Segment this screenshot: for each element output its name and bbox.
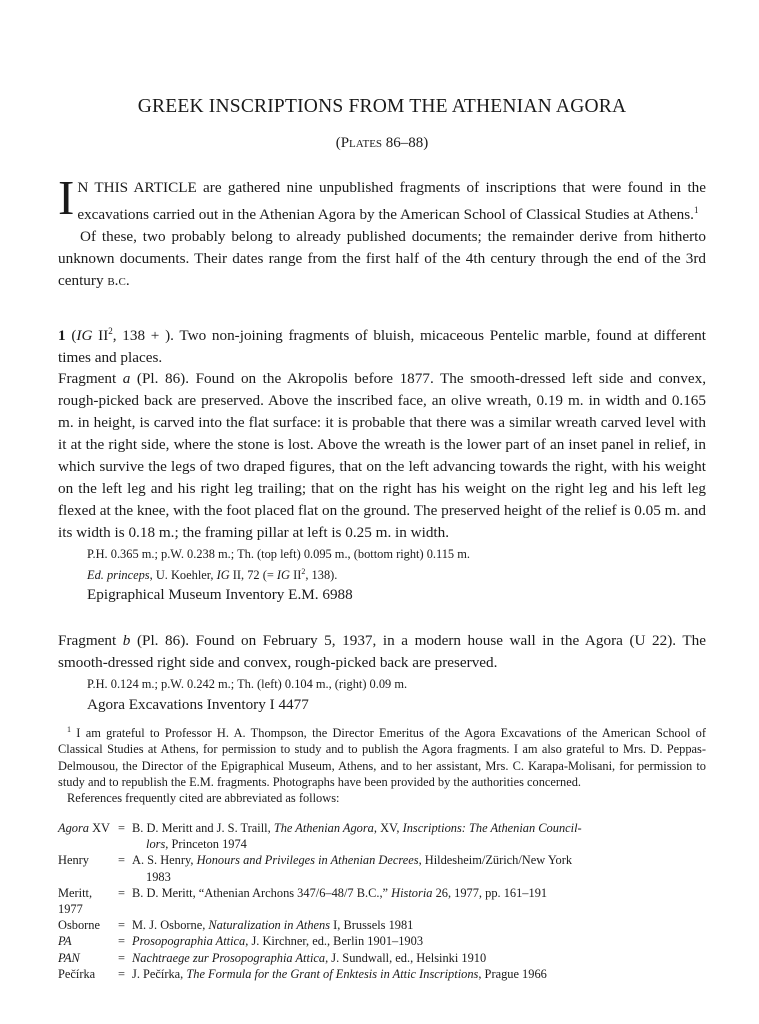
fragment-b-section [58,630,706,715]
reference-value [132,852,706,884]
article-title: GREEK INSCRIPTIONS FROM THE ATHENIAN AGORA [137,96,627,117]
reference-title: Naturalization in Athens [208,918,331,933]
entry-number: 1 [58,327,66,345]
ed-a: , U. Koehler, [149,568,217,583]
plates-open: ( [335,135,341,151]
reference-title: Prosopographia Attica [132,934,246,949]
reference-author: B. D. Meritt, “Athenian Archons 347/6–48/7 B.C.,” [132,885,392,900]
reference-value [132,933,706,949]
reference-author: A. S. Henry, [132,853,197,868]
reference-value [132,820,706,852]
reference-cont-roman: , Princeton 1974 [165,837,247,852]
reference-title: Nachtraege zur Prosopographia Attica [132,950,326,965]
reference-value [132,966,706,982]
reference-equals: = [118,966,125,981]
fragment-a-editio [58,563,706,584]
reference-row [58,950,706,966]
reference-key [58,917,118,933]
fragment-b-paragraph [58,630,706,674]
intro-text: N THIS ARTICLE are gathered nine unpublished fragments of inscriptions that were found in the excavations carried out in the Athenian Agora by the American School of Classical Studies at Athens. [77,179,706,224]
references-intro: References frequently cited are abbreviated as follows: [67,790,340,805]
reference-details: I, Brussels 1981 [330,918,414,933]
reference-title: The Formula for the Grant of Enktesis in Attic Inscriptions [186,966,479,981]
ed-ig-2: IG [276,568,290,583]
reference-key [58,885,118,917]
fragment-a-text: (Pl. 86). Found on the Akropolis before 1877. The smooth-dressed left side and convex, rough-picked back are preserved. Above the inscribed face, an olive wreath, 0.19 m. in width and 0.165 m. in height, is carved into the flat surface: it is probable that there was a similar wreath carved level with it at the right side, where the stone is lost. Above the wreath is the lower part of an inset panel in relief, in which survive the legs of two draped figures, that on the left advancing towards the right, with his weight on the left leg and his right leg trailing; that on the right has his weight on the right leg and his left leg flexed at the knee, with the foot placed flat on the ground. The preserved height of the relief is 0.05 m. and its width is 0.18 m.; the framing pillar at left is 0.25 m. in width. [58,370,706,541]
reference-key-italic: PA [58,934,72,949]
fragment-b-lead: Fragment [58,632,123,649]
reference-row [58,917,706,933]
fragment-a-section [58,368,706,605]
intro-paragraph-1 [58,170,706,226]
reference-title-2: Inscriptions: The Athenian Council- [402,821,582,835]
drop-cap: I [58,170,75,225]
reference-row [58,820,706,852]
footnote-mark: 1 [67,725,71,734]
reference-row [58,852,706,884]
reference-author: B. D. Meritt and J. S. Traill, [132,821,274,835]
reference-details: 26, 1977, pp. 161–191 [432,885,548,900]
ed-d: , 138). [305,568,338,583]
reference-equals: = [118,885,125,900]
reference-key [58,933,118,949]
reference-key [58,950,118,966]
fragment-b-text: (Pl. 86). Found on February 5, 1937, in a modern house wall in the Agora (U 22). The smooth-dressed right side and convex, rough-picked back are preserved. [58,632,706,671]
ed-princeps-label: Ed. princeps [87,568,150,583]
reference-author: J. Pečírka, [132,966,187,981]
reference-row [58,966,706,982]
fragment-a-paragraph [58,368,706,544]
reference-key-italic: Agora [58,821,89,835]
reference-details: , Prague 1966 [478,966,547,981]
entry-ig: IG [76,327,93,345]
ed-c: II [290,568,302,583]
reference-value [132,917,706,933]
fragment-b-letter: b [122,632,131,649]
reference-key-roman: Osborne [58,918,100,933]
reference-key-roman: Meritt, 1977 [58,885,93,917]
reference-key [58,966,118,982]
reference-details: , XV, [373,821,403,835]
reference-continuation [132,869,706,885]
fragment-letter: a [122,370,131,387]
intro-paragraph-2 [58,226,706,292]
reference-cont-italic: lors [146,837,166,852]
reference-key-italic: PAN [58,950,80,965]
entry-1-paragraph [58,320,706,369]
reference-equals: = [118,950,125,965]
footnote-1 [58,722,706,790]
reference-key-roman: Henry [58,853,89,868]
reference-title: Historia [391,885,433,900]
reference-details: , J. Sundwall, ed., Helsinki 1910 [325,950,487,965]
reference-continuation [132,836,706,852]
reference-cont-roman: 1983 [146,869,171,884]
intro-section [58,170,706,292]
plates-numbers: 86–88) [382,135,429,151]
entry-ig-sup: 2 [108,326,113,336]
reference-details: , Hildesheim/Zürich/New York [418,853,573,868]
reference-equals: = [118,821,125,835]
fragment-lead: Fragment [58,370,123,387]
reference-equals: = [118,934,125,949]
footnote-section [58,722,706,806]
plates-reference [58,135,706,152]
reference-details: , J. Kirchner, ed., Berlin 1901–1903 [245,934,424,949]
entry-ig-open: ( [65,327,77,345]
reference-author: M. J. Osborne, [132,918,209,933]
reference-key [58,852,118,884]
reference-title: The Athenian Agora [273,821,374,835]
ed-ig-1: IG [216,568,230,583]
entry-description: , 138 + ). Two non-joining fragments of bluish, micaceous Pentelic marble, found at different times and places. [58,327,706,367]
era-abbrev: b.c. [107,272,130,290]
reference-value [132,885,706,917]
plates-word: Plates [340,135,383,151]
reference-key-roman: Pečírka [58,966,96,981]
references-list [58,820,706,982]
intro-text-2: Of these, two probably belong to already published documents; the remainder derive from hitherto unknown documents. Their dates range from the first half of the 4th century through the end of the 3rd century [58,228,706,290]
fragment-b-inventory: Agora Excavations Inventory I 4477 [87,696,309,713]
reference-equals: = [118,918,125,933]
footnote-marker: 1 [693,205,699,215]
reference-key [58,820,118,852]
ed-sup: 2 [301,567,306,576]
reference-key-roman: XV [88,821,110,835]
entry-1-heading [58,320,706,369]
reference-row [58,933,706,949]
fragment-b-dimensions: P.H. 0.124 m.; p.W. 0.242 m.; Th. (left) 0.104 m., (right) 0.09 m. [87,677,408,691]
fragment-a-dimensions: P.H. 0.365 m.; p.W. 0.238 m.; Th. (top left) 0.095 m., (bottom right) 0.115 m. [87,547,470,561]
entry-ig-rest: II [92,327,109,345]
reference-title: Honours and Privileges in Athenian Decrees [196,853,419,868]
fragment-a-inventory: Epigraphical Museum Inventory E.M. 6988 [87,586,353,604]
reference-row [58,885,706,917]
footnote-text: I am grateful to Professor H. A. Thompson, the Director Emeritus of the Agora Excavations of the American School of Classical Studies at Athens, for permission to study and to publish the Agora fragments. I am also grateful to Mrs. D. Peppas-Delmousou, the Director of the Epigraphical Museum, Athens, and to her assistant, Mrs. C. Karapa-Molisani, for permission to study and to republish the E.M. fragments. Photographs have been provided by the authorities concerned. [58,726,706,789]
ed-b: II, 72 (= [229,568,277,583]
reference-value [132,950,706,966]
reference-equals: = [118,853,125,868]
